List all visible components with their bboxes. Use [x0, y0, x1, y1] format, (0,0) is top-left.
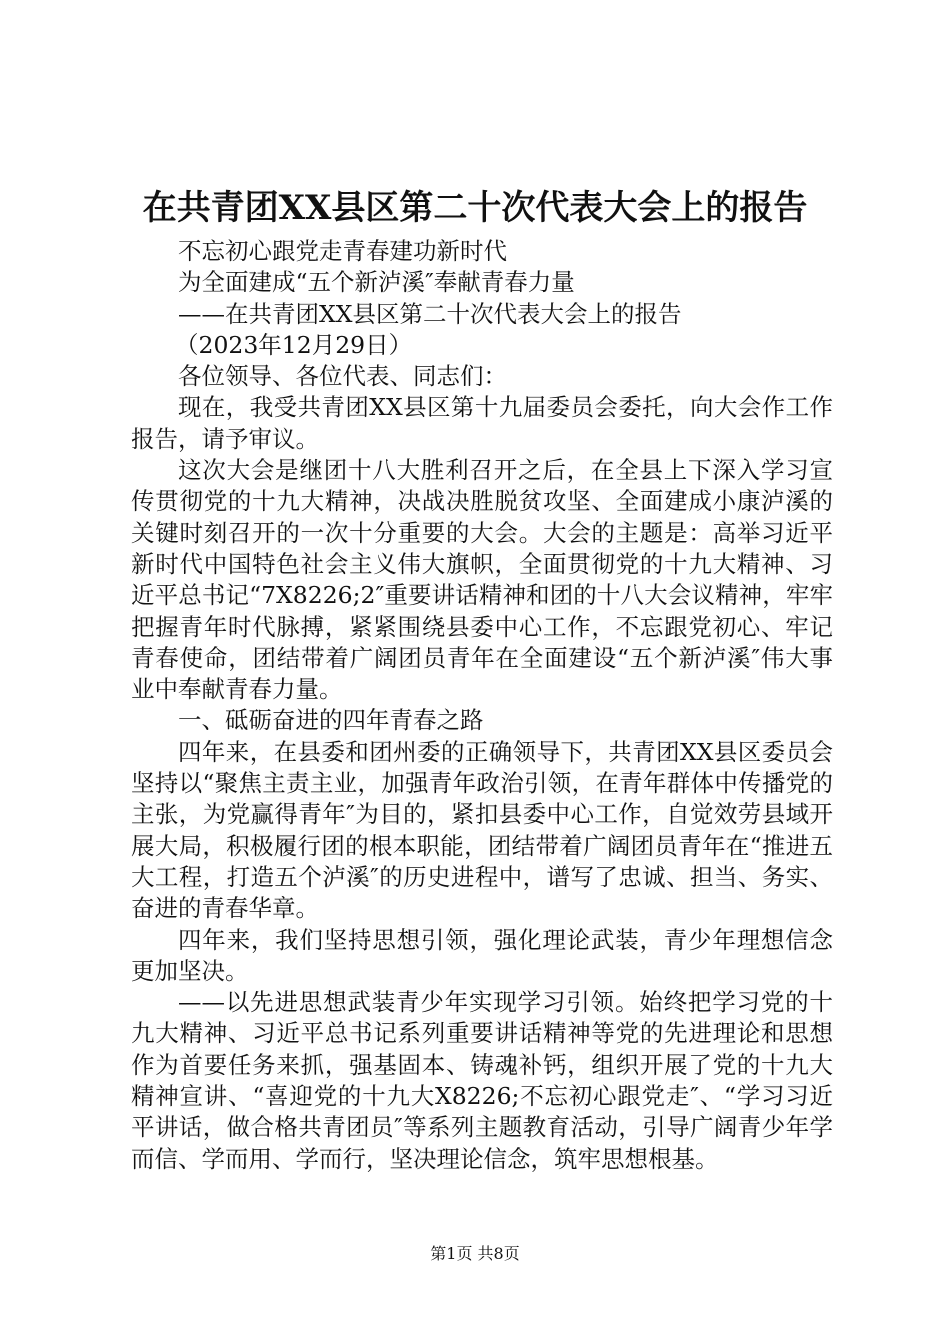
paragraph: 这次大会是继团十八大胜利召开之后，在全县上下深入学习宣传贯彻党的十九大精神，决战决胜脱贫攻坚、全面建成小康泸溪的关键时刻召开的一次十分重要的大会。大会的主题是：高举习近平新时代中国特色社会主义伟大旗帜，全面贯彻党的十九大精神、习近平总书记“7X8226;2″重要讲话精神和团的十八大会议精神，牢牢把握青年时代脉搏，紧紧围绕县委中心工作，不忘跟党初心、牢记青春使命，团结带着广阔团员青年在全面建设“五个新泸溪″伟大事业中奉献青春力量。 [131, 456, 833, 704]
paragraph: ——以先进思想武装青少年实现学习引领。始终把学习党的十九大精神、习近平总书记系列重要讲话精神等党的先进理论和思想作为首要任务来抓，强基固本、铸魂补钙，组织开展了党的十九大精神宣讲、“喜迎党的十九大X8226;不忘初心跟党走″、“学习习近平讲话，做合格共青团员″等系列主题教育活动，引导广阔青少年学而信、学而用、学而行，坚决理论信念，筑牢思想根基。 [131, 988, 833, 1173]
subtitle-line-2: 为全面建成“五个新泸溪″奉献青春力量 [178, 268, 575, 297]
report-date: （2023年12月29日） [175, 330, 413, 359]
page-footer: 第1页 共8页 [430, 1244, 520, 1263]
document-title: 在共青团XX县区第二十次代表大会上的报告 [142, 188, 808, 228]
paragraph: 现在，我受共青团XX县区第十九届委员会委托，向大会作工作报告，请予审议。 [131, 393, 833, 453]
paragraph: 四年来，在县委和团州委的正确领导下，共青团XX县区委员会坚持以“聚焦主责主业，加强青年政治引领，在青年群体中传播党的主张，为党赢得青年″为目的，紧扣县委中心工作，自觉效劳县域开展大局，积极履行团的根本职能，团结带着广阔团员青年在“推进五大工程，打造五个泸溪″的历史进程中，谱写了忠诚、担当、务实、奋进的青春华章。 [131, 737, 833, 923]
section-heading: 一、砥砺奋进的四年青春之路 [178, 706, 484, 735]
subtitle-line-3: ——在共青团XX县区第二十次代表大会上的报告 [178, 299, 682, 328]
document-body [131, 236, 833, 1175]
paragraph: 四年来，我们坚持思想引领，强化理论武装，青少年理想信念更加坚决。 [131, 925, 833, 985]
subtitle-line-1: 不忘初心跟党走青春建功新时代 [178, 237, 507, 265]
salutation: 各位领导、各位代表、同志们： [178, 362, 507, 391]
